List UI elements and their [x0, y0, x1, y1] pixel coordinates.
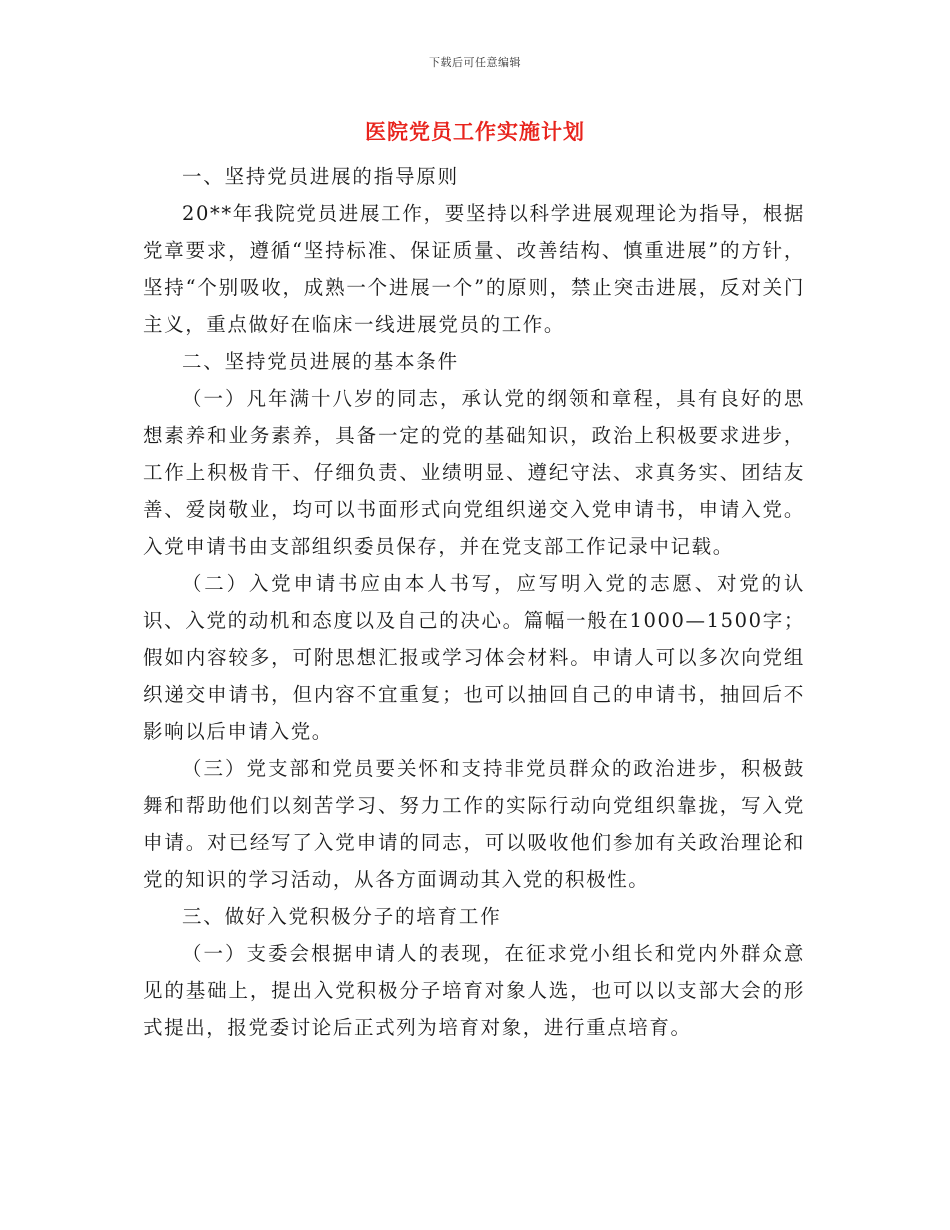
paragraph: （一）凡年满十八岁的同志，承认党的纲领和章程，具有良好的思想素养和业务素养，具备一定的党的基础知识，政治上积极要求进步，工作上积极肯干、仔细负责、业绩明显、遵纪守法、求真务实、团结友善、爱岗敬业，均可以书面形式向党组织递交入党申请书，申请入党。入党申请书由支部组织委员保存，并在党支部工作记录中记载。	[143, 387, 805, 558]
paragraph: （三）党支部和党员要关怀和支持非党员群众的政治进步，积极鼓舞和帮助他们以刻苦学习、努力工作的实际行动向党组织靠拢，写入党申请。对已经写了入党申请的同志，可以吸收他们参加有关政治理论和党的知识的学习活动，从各方面调动其入党的积极性。	[143, 757, 805, 891]
section-heading-1: 一、坚持党员进展的指导原则	[182, 165, 459, 188]
section-heading-3: 三、做好入党积极分子的培育工作	[182, 905, 502, 928]
document-body	[143, 158, 805, 1046]
document-title: 医院党员工作实施计划	[365, 119, 585, 144]
section-heading-2: 二、坚持党员进展的基本条件	[182, 350, 459, 373]
paragraph: （一）支委会根据申请人的表现，在征求党小组长和党内外群众意见的基础上，提出入党积极分子培育对象人选，也可以以支部大会的形式提出，报党委讨论后正式列为培育对象，进行重点培育。	[143, 942, 805, 1039]
paragraph: 20**年我院党员进展工作，要坚持以科学进展观理论为指导，根据党章要求，遵循“坚持标准、保证质量、改善结构、慎重进展”的方针，坚持“个别吸收，成熟一个进展一个”的原则，禁止突击进展，反对关门主义，重点做好在临床一线进展党员的工作。	[143, 202, 805, 336]
header-note: 下载后可任意编辑	[429, 56, 521, 69]
paragraph: （二）入党申请书应由本人书写，应写明入党的志愿、对党的认识、入党的动机和态度以及自己的决心。篇幅一般在1000—1500字；假如内容较多，可附思想汇报或学习体会材料。申请人可以多次向党组织递交申请书，但内容不宜重复；也可以抽回自己的申请书，抽回后不影响以后申请入党。	[143, 572, 805, 743]
